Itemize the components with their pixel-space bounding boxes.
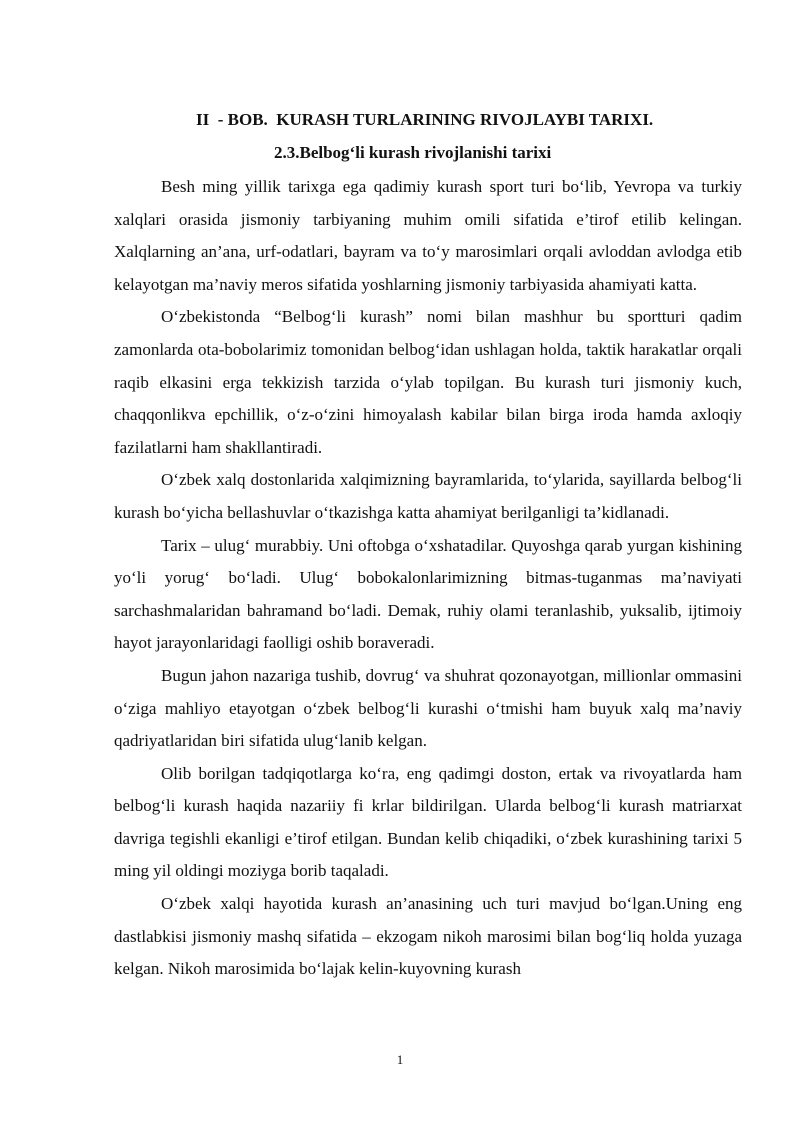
section-title: 2.3.Belbog‘li kurash rivojlanishi tarixi: [274, 143, 552, 162]
paragraph: Olib borilgan tadqiqotlarga ko‘ra, eng qadimgi doston, ertak va rivoyatlarda ham belbog‘li kurash haqida nazariiy fi krlar bildirilgan. Ularda belbog‘li kurash matriarxat davriga tegishli ekanligi e’tirof etilgan. Bundan kelib chiqadiki, o‘zbek kurashining tarixi 5 ming yil oldingi moziyga borib taqaladi.: [114, 763, 742, 881]
paragraph: O‘zbek xalq dostonlarida xalqimizning bayramlarida, to‘ylarida, sayillarda belbog‘li kurash bo‘yicha bellashuvlar o‘tkazishga katta ahamiyat berilganligi ta’kidlanadi.: [114, 470, 742, 522]
paragraph: O‘zbek xalqi hayotida kurash an’anasining uch turi mavjud bo‘lgan.Uning eng dastlabkisi jismoniy mashq sifatida – ekzogam nikoh marosimi bilan bog‘liq holda yuzaga kelgan. Nikoh marosimida bo‘lajak kelin-kuyovning kurash: [114, 894, 742, 979]
chapter-title: II - BOB. KURASH TURLARINING RIVOJLAYBI TARIXI.: [196, 110, 654, 129]
paragraph: Tarix – ulug‘ murabbiy. Uni oftobga o‘xshatadilar. Quyoshga qarab yurgan kishining yo‘li yorug‘ bo‘ladi. Ulug‘ bobokalonlarimizning bitmas-tuganmas ma’naviyati sarchashmalaridan bahramand bo‘ladi. Demak, ruhiy olami teranlashib, yuksalib, ijtimoiy hayot jarayonlaridagi faolligi oshib boraveradi.: [114, 535, 742, 653]
paragraph: Bugun jahon nazariga tushib, dovrug‘ va shuhrat qozonayotgan, millionlar ommasini o‘ziga mahliyo etayotgan o‘zbek belbog‘li kurashi o‘tmishi ham buyuk xalq ma’naviy qadriyatlaridan biri sifatida ulug‘lanib kelgan.: [114, 665, 742, 751]
page-number: 1: [396, 1052, 404, 1067]
paragraph: O‘zbekistonda “Belbog‘li kurash” nomi bilan mashhur bu sportturi qadim zamonlarda ota-bobolarimiz tomonidan belbog‘idan ushlagan holda, taktik harakatlar orqali raqib elkasini erga tekkizish tarzida o‘ylab topilgan. Bu kurash turi jismoniy kuch, chaqqonlikva epchillik, o‘z-o‘zini himoyalash kabilar bilan birga iroda hamda axloqiy fazilatlarni ham shakllantiradi.: [114, 307, 742, 457]
paragraph: Besh ming yillik tarixga ega qadimiy kurash sport turi bo‘lib, Yevropa va turkiy xalqlari orasida jismoniy tarbiyaning muhim omili sifatida e’tirof etilib kelingan. Xalqlarning an’ana, urf-odatlari, bayram va to‘y marosimlari orqali avloddan avlodga etib kelayotgan ma’naviy meros sifatida yoshlarning jismoniy tarbiyasida ahamiyati katta.: [114, 177, 742, 294]
body-text: [114, 171, 742, 986]
